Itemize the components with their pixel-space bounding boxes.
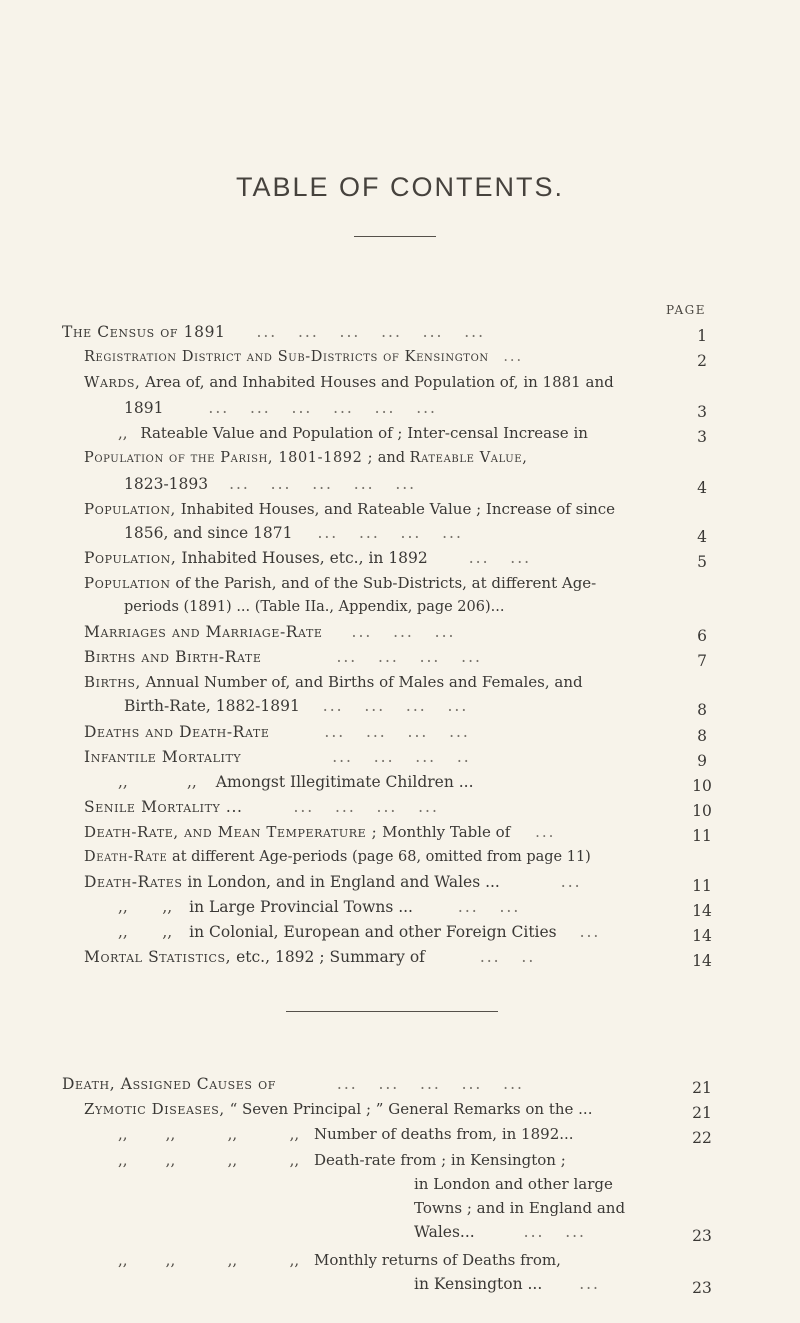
toc-entry <box>84 822 555 842</box>
ditto-mark: ,, ,, <box>118 923 173 941</box>
page-column-header: PAGE <box>666 303 706 317</box>
page-number: 6 <box>697 627 707 645</box>
toc-entry <box>84 1099 592 1119</box>
entry-text: 1891 <box>124 399 164 417</box>
toc-entry <box>118 897 520 917</box>
page-number: 14 <box>692 927 712 945</box>
toc-entry-continuation <box>124 597 504 617</box>
toc-entry <box>118 1250 561 1270</box>
entry-text: Monthly Table of <box>377 823 511 841</box>
leader-dots: ... ... ... ... <box>322 697 469 715</box>
entry-heading: Mortal Statistics, <box>84 948 232 966</box>
entry-text: Inhabited Houses, and Rateable Value ; Increase of since <box>175 500 616 518</box>
toc-entry <box>84 573 596 593</box>
toc-entry <box>84 499 615 519</box>
toc-entry <box>118 1124 574 1144</box>
toc-entry <box>84 622 455 642</box>
toc-entry <box>118 423 588 443</box>
page-number: 3 <box>697 403 707 421</box>
ditto-mark: ,, ,, ,, ,, <box>118 1251 300 1269</box>
toc-entry-continuation: Towns ; and in England and <box>414 1199 626 1217</box>
leader-dots: ... ... ... ... ... ... <box>208 399 437 417</box>
leader-dots: ... ... <box>457 898 521 916</box>
toc-entry <box>84 947 535 967</box>
leader-dots: ... <box>579 1275 600 1293</box>
leader-dots: ... ... ... ... <box>293 798 439 816</box>
toc-entry <box>84 672 583 692</box>
entry-heading: The Census of 1891 <box>62 323 226 341</box>
entry-heading: Registration District and Sub-Districts of Kensington <box>84 349 489 365</box>
page-number: 21 <box>692 1079 712 1097</box>
entry-heading: Population of the Parish, 1801-1892 ; <box>84 450 374 466</box>
toc-entry-continuation <box>414 1274 600 1294</box>
entry-text: Birth-Rate, 1882-1891 <box>124 697 300 715</box>
page-number: 1 <box>697 327 707 345</box>
leader-dots: ... ... ... ... ... ... <box>256 323 486 341</box>
entry-heading: Births and Birth-Rate <box>84 648 262 666</box>
entry-heading: Wards, <box>84 373 141 391</box>
entry-text: in Kensington ... <box>414 1275 543 1293</box>
entry-text: in London, and in England and Wales ... <box>182 873 500 891</box>
toc-entry <box>84 722 470 742</box>
entry-text: in Large Provincial Towns ... <box>189 898 413 916</box>
page-number: 2 <box>697 352 707 370</box>
toc-entry <box>84 872 582 892</box>
page-number: 8 <box>697 727 707 745</box>
toc-entry <box>84 747 471 767</box>
page-number: 8 <box>697 701 707 719</box>
entry-heading: Marriages and Marriage-Rate <box>84 623 323 641</box>
entry-text: at different Age-periods (page 68, omitted from page 11) <box>167 849 591 865</box>
entry-text: 1823-1893 <box>124 475 209 493</box>
toc-entry <box>118 1150 566 1170</box>
leader-dots: ... ... <box>468 549 532 567</box>
page-number: 7 <box>697 652 707 670</box>
entry-text: Amongst Illegitimate Children ... <box>215 773 474 791</box>
leader-dots: ... ... ... ... <box>336 648 482 666</box>
section-rule <box>286 1011 498 1012</box>
leader-dots: ... ... ... <box>351 623 456 641</box>
leader-dots: ... ... ... ... ... <box>229 475 417 493</box>
ditto-mark: ,, ,, ,, ,, <box>118 1125 300 1143</box>
toc-entry-continuation <box>124 696 468 716</box>
entry-heading: Death-Rate, and Mean Temperature ; <box>84 823 378 841</box>
entry-heading: Births, <box>84 673 141 691</box>
page-number: 11 <box>692 827 712 845</box>
page-number: 23 <box>692 1227 712 1245</box>
entry-text: “ Seven Principal ; ” General Remarks on the ... <box>224 1100 593 1118</box>
toc-entry <box>84 797 439 817</box>
toc-entry-continuation <box>414 1222 586 1242</box>
leader-dots: ... <box>535 823 556 841</box>
ditto-mark: ,, <box>118 424 128 442</box>
entry-text: Number of deaths from, in 1892... <box>313 1125 574 1143</box>
toc-entry <box>118 922 600 942</box>
leader-dots: ... ... ... ... <box>324 723 470 741</box>
page-number: 23 <box>692 1279 712 1297</box>
entry-text: Area of, and Inhabited Houses and Population of, in 1881 and <box>140 373 614 391</box>
page-number: 10 <box>692 802 712 820</box>
page-number: 10 <box>692 777 712 795</box>
entry-heading: Infantile Mortality <box>84 748 242 766</box>
toc-entry <box>84 647 482 667</box>
ditto-mark: ,, ,, <box>118 773 197 791</box>
page-number: 14 <box>692 952 712 970</box>
entry-text: etc., 1892 ; Summary of <box>231 948 425 966</box>
page-number: 9 <box>697 752 707 770</box>
toc-entry <box>118 772 474 792</box>
page-number: 21 <box>692 1104 712 1122</box>
page-number: 4 <box>697 479 707 497</box>
leader-dots: ... ... ... ... <box>317 524 463 542</box>
entry-text: and <box>373 450 410 466</box>
page-number: 22 <box>692 1129 712 1147</box>
entry-text: of the Parish, and of the Sub-Districts, at different Age- <box>170 574 597 592</box>
entry-text: Inhabited Houses, etc., in 1892 <box>176 549 428 567</box>
page-title: TABLE OF CONTENTS. <box>235 172 565 202</box>
page-number: 5 <box>697 553 707 571</box>
toc-entry-continuation <box>124 474 416 494</box>
entry-heading: Population, <box>84 549 177 567</box>
toc-entry <box>84 847 591 867</box>
toc-entry <box>62 322 485 342</box>
toc-entry <box>84 372 614 392</box>
entry-text: Rateable Value and Population of ; Inter-censal Increase in <box>140 424 588 442</box>
entry-text: Annual Number of, and Births of Males and Females, and <box>140 673 583 691</box>
toc-entry <box>84 548 531 568</box>
entry-text: in Colonial, European and other Foreign Cities <box>189 923 557 941</box>
entry-text: Monthly returns of Deaths from, <box>313 1251 561 1269</box>
entry-heading: Death, Assigned Causes of <box>62 1075 276 1093</box>
entry-heading: Rateable Value, <box>409 450 528 466</box>
leader-dots: ... .. <box>479 948 536 966</box>
entry-text: Death-rate from ; in Kensington ; <box>313 1151 566 1169</box>
entry-heading: Deaths and Death-Rate <box>84 723 270 741</box>
entry-heading: Death-Rates <box>84 873 183 891</box>
toc-entry <box>84 448 527 468</box>
leader-dots: ... ... ... .. <box>332 748 471 766</box>
toc-entry-continuation <box>124 398 437 418</box>
page-number: 3 <box>697 428 707 446</box>
entry-heading: Population, <box>84 500 176 518</box>
toc-entry-continuation <box>124 523 463 543</box>
page-number: 4 <box>697 528 707 546</box>
entry-heading: Zymotic Diseases, <box>84 1100 225 1118</box>
entry-text: periods (1891) ... (Table IIa., Appendix, page 206)... <box>124 599 505 615</box>
toc-entry <box>84 347 523 367</box>
entry-heading: Population <box>84 574 171 592</box>
ditto-mark: ,, ,, <box>118 898 173 916</box>
toc-entry <box>62 1074 524 1094</box>
ditto-mark: ,, ,, ,, ,, <box>118 1151 300 1169</box>
leader-dots: ... <box>560 873 582 891</box>
title-rule <box>354 236 436 237</box>
entry-heading: Senile Mortality ... <box>84 798 243 816</box>
entry-text: Wales... <box>414 1223 475 1241</box>
entry-heading: Death-Rate <box>84 849 168 865</box>
leader-dots: ... ... <box>523 1223 586 1241</box>
leader-dots: ... <box>579 923 601 941</box>
page-number: 11 <box>692 877 712 895</box>
entry-text: 1856, and since 1871 <box>124 524 293 542</box>
leader-dots: ... ... ... ... ... <box>336 1075 524 1093</box>
toc-entry-continuation: in London and other large <box>414 1175 613 1193</box>
page-number: 14 <box>692 902 712 920</box>
leader-dots: ... <box>503 349 524 365</box>
